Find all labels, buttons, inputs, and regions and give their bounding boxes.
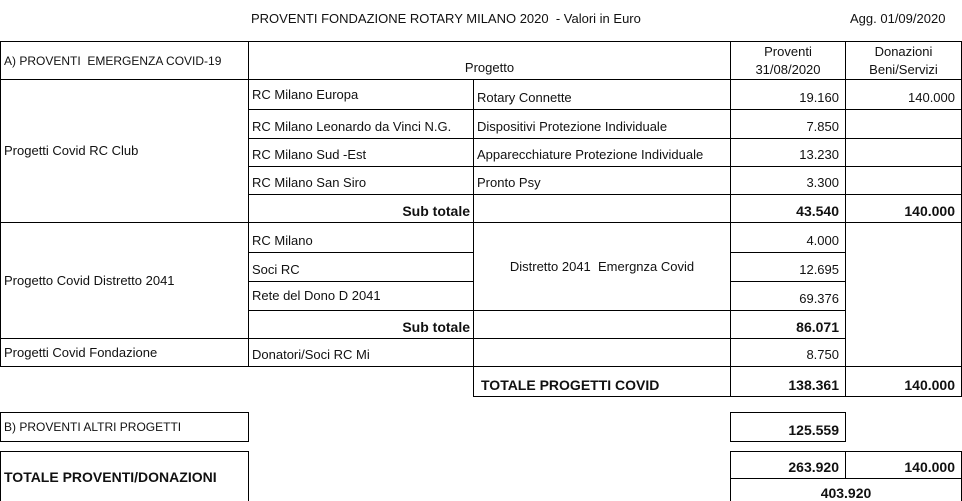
- fondazione-proventi: 8.750: [730, 338, 846, 367]
- update-date: Agg. 01/09/2020: [850, 11, 946, 26]
- column-header-proventi: [730, 41, 846, 80]
- distretto-subtotal-proventi: 86.071: [730, 310, 846, 339]
- distretto-row-proventi: 12.695: [730, 252, 846, 282]
- column-header-progetto: Progetto: [248, 41, 731, 80]
- section-a-header: A) PROVENTI EMERGENZA COVID-19: [0, 41, 249, 80]
- rc-club-row-project: Dispositivi Protezione Individuale: [473, 109, 731, 139]
- totale-covid-donazioni: 140.000: [845, 366, 962, 397]
- column-header-proventi-line1: Proventi: [764, 43, 812, 59]
- rc-club-row-club: RC Milano Leonardo da Vinci N.G.: [248, 109, 474, 139]
- rc-club-subtotal-donazioni: 140.000: [845, 194, 962, 223]
- rc-club-row-donazioni: 140.000: [845, 79, 962, 110]
- rc-club-row-donazioni-empty: [845, 166, 962, 195]
- rc-club-row-club: RC Milano Sud -Est: [248, 138, 474, 167]
- rc-club-row-project: Apparecchiature Protezione Individuale: [473, 138, 731, 167]
- fondazione-source: Donatori/Soci RC Mi: [248, 338, 474, 367]
- distretto-row-proventi: 4.000: [730, 222, 846, 253]
- totale-proventi: 263.920: [730, 451, 846, 479]
- totale-covid-label: TOTALE PROGETTI COVID: [473, 366, 731, 397]
- column-header-donazioni-line1: Donazioni: [874, 43, 933, 59]
- column-header-proventi-line2: 31/08/2020: [755, 61, 821, 77]
- totale-label: TOTALE PROVENTI/DONAZIONI: [0, 451, 249, 501]
- rc-club-subtotal-proventi: 43.540: [730, 194, 846, 223]
- column-header-donazioni-line2: Beni/Servizi: [869, 61, 938, 77]
- rc-club-row-club: RC Milano San Siro: [248, 166, 474, 195]
- rc-club-group-label: Progetti Covid RC Club: [0, 79, 249, 223]
- rc-club-subtotal-empty-cell: [473, 194, 731, 223]
- totale-donazioni: 140.000: [845, 451, 962, 479]
- altri-progetti-label: B) PROVENTI ALTRI PROGETTI: [0, 412, 249, 442]
- column-header-donazioni: [845, 41, 962, 80]
- rc-club-row-project: Rotary Connette: [473, 79, 731, 110]
- rc-club-row-proventi: 7.850: [730, 109, 846, 139]
- rc-club-row-donazioni-empty: [845, 109, 962, 139]
- rc-club-row-proventi: 19.160: [730, 79, 846, 110]
- altri-progetti-proventi: 125.559: [730, 412, 846, 442]
- distretto-row-proventi: 69.376: [730, 281, 846, 311]
- distretto-donazioni-empty-cell: [845, 222, 962, 367]
- rc-club-row-proventi: 13.230: [730, 138, 846, 167]
- distretto-row-source: Soci RC: [248, 252, 474, 282]
- distretto-row-source: Rete del Dono D 2041: [248, 281, 474, 311]
- distretto-row-source: RC Milano: [248, 222, 474, 253]
- grand-total: 403.920: [730, 478, 962, 501]
- rc-club-subtotal-label: Sub totale: [248, 194, 474, 223]
- fondazione-empty-cell: [473, 338, 731, 367]
- distretto-subtotal-label: Sub totale: [248, 310, 474, 339]
- totale-covid-proventi: 138.361: [730, 366, 846, 397]
- rc-club-row-donazioni-empty: [845, 138, 962, 167]
- distretto-subtotal-empty-cell: [473, 310, 731, 339]
- rc-club-row-proventi: 3.300: [730, 166, 846, 195]
- distretto-group-label: Progetto Covid Distretto 2041: [0, 222, 249, 339]
- report-title: PROVENTI FONDAZIONE ROTARY MILANO 2020 - Valori in Euro: [251, 11, 641, 26]
- rc-club-row-project: Pronto Psy: [473, 166, 731, 195]
- rc-club-row-club: RC Milano Europa: [248, 79, 474, 110]
- fondazione-label: Progetti Covid Fondazione: [0, 338, 249, 367]
- distretto-project: Distretto 2041 Emergnza Covid: [473, 222, 731, 311]
